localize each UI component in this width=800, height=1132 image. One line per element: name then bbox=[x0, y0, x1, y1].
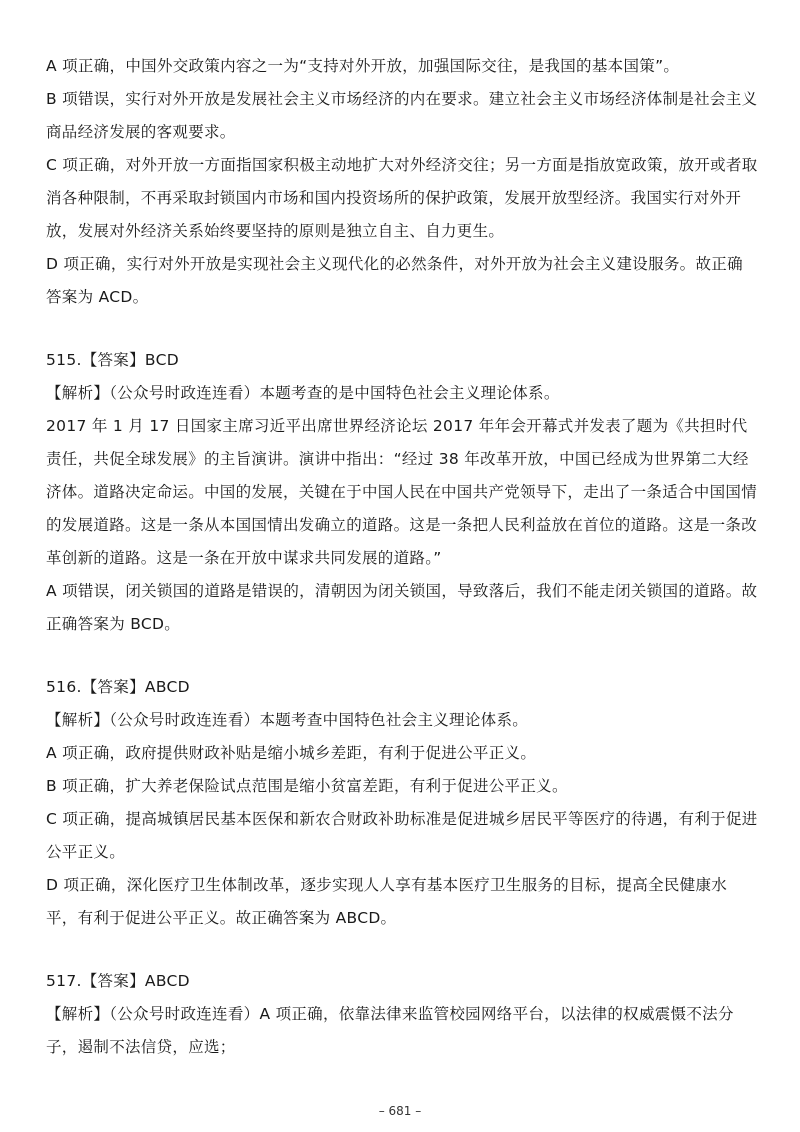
section-gap bbox=[46, 314, 758, 344]
question-515-body: 2017 年 1 月 17 日国家主席习近平出席世界经济论坛 2017 年年会开幕式并发表了题为《共担时代责任，共促全球发展》的主旨演讲。演讲中指出：“经过 38 年改革开放，中国已经成为世界第二大经济体。道路决定命运。中国的发展，关键在于中国人民在中国共产党领导下，走出了一条适合中国国情的发展道路。这是一条从本国国情出发确立的道路。这是一条把人民利益放在首位的道路。这是一条改革创新的道路。这是一条在开放中谋求共同发展的道路。” bbox=[46, 417, 758, 567]
section-gap bbox=[46, 935, 758, 965]
question-516-option-d: D 项正确，深化医疗卫生体制改革，逐步实现人人享有基本医疗卫生服务的目标，提高全民健康水平，有利于促进公平正义。故正确答案为 ABCD。 bbox=[46, 876, 728, 927]
question-515-answer: 515.【答案】BCD bbox=[46, 351, 179, 369]
question-517-analysis: 【解析】（公众号时政连连看）A 项正确，依靠法律来监管校园网络平台，以法律的权威震慑不法分子，遏制不法信贷，应选； bbox=[46, 1005, 734, 1056]
question-517-answer: 517.【答案】ABCD bbox=[46, 972, 190, 990]
page-number: – 681 – bbox=[378, 1104, 422, 1118]
section-gap bbox=[46, 641, 758, 671]
question-516-answer: 516.【答案】ABCD bbox=[46, 678, 190, 696]
question-516-option-a: A 项正确，政府提供财政补贴是缩小城乡差距，有利于促进公平正义。 bbox=[46, 744, 537, 762]
paragraph-514-option-c: C 项正确，对外开放一方面指国家积极主动地扩大对外经济交往；另一方面是指放宽政策，放开或者取消各种限制，不再采取封锁国内市场和国内投资场所的保护政策，发展开放型经济。我国实行对外开放，发展对外经济关系始终要坚持的原则是独立自主、自力更生。 bbox=[46, 156, 758, 240]
question-515-analysis: 【解析】（公众号时政连连看）本题考查的是中国特色社会主义理论体系。 bbox=[46, 384, 560, 402]
question-515-option-a: A 项错误，闭关锁国的道路是错误的，清朝因为闭关锁国，导致落后，我们不能走闭关锁国的道路。故正确答案为 BCD。 bbox=[46, 582, 758, 633]
question-516-option-b: B 项正确，扩大养老保险试点范围是缩小贫富差距，有利于促进公平正义。 bbox=[46, 777, 568, 795]
paragraph-514-option-a: A 项正确，中国外交政策内容之一为“支持对外开放，加强国际交往，是我国的基本国策”。 bbox=[46, 57, 680, 75]
document-body bbox=[46, 50, 758, 1064]
paragraph-514-option-b: B 项错误，实行对外开放是发展社会主义市场经济的内在要求。建立社会主义市场经济体制是社会主义商品经济发展的客观要求。 bbox=[46, 90, 758, 141]
paragraph-514-option-d: D 项正确，实行对外开放是实现社会主义现代化的必然条件，对外开放为社会主义建设服务。故正确答案为 ACD。 bbox=[46, 255, 743, 306]
question-516-analysis: 【解析】（公众号时政连连看）本题考查中国特色社会主义理论体系。 bbox=[46, 711, 529, 729]
question-516-option-c: C 项正确，提高城镇居民基本医保和新农合财政补助标准是促进城乡居民平等医疗的待遇，有利于促进公平正义。 bbox=[46, 810, 758, 861]
